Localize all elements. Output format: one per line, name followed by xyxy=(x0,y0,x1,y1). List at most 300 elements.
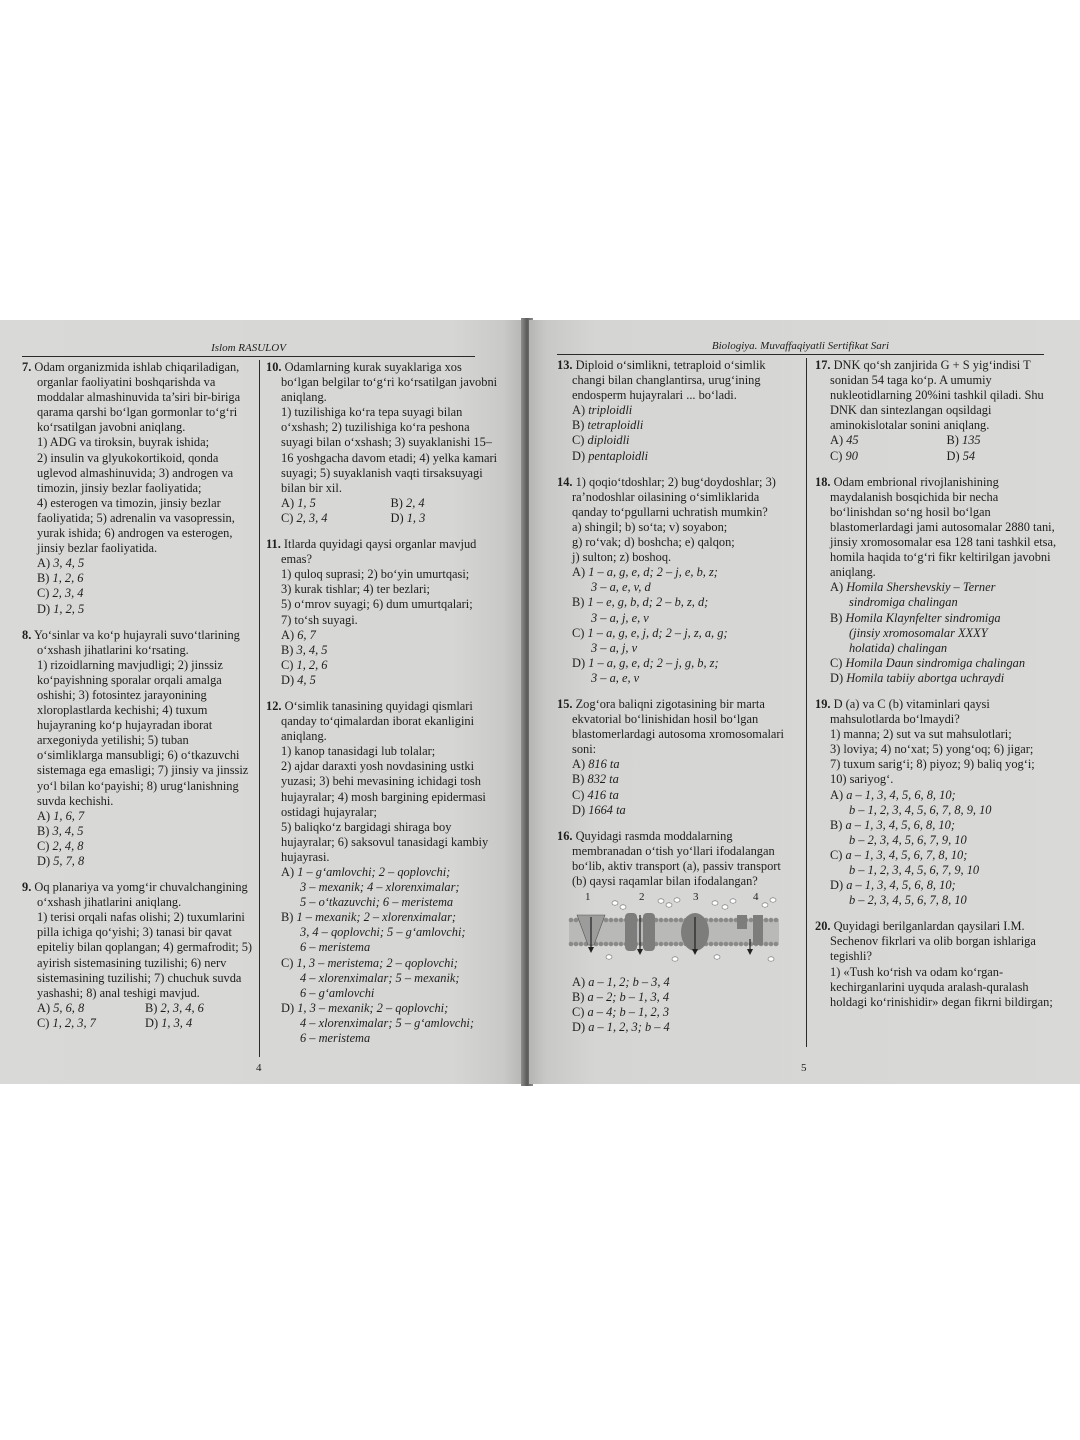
answer-option xyxy=(22,809,253,824)
answer-option-continued xyxy=(266,895,500,910)
option-letter: C) xyxy=(281,955,294,970)
question-stem xyxy=(22,628,253,658)
option-letter: D) xyxy=(390,510,404,525)
molecule xyxy=(762,903,768,907)
answer-option xyxy=(830,433,947,448)
figure-label-1: 1 xyxy=(585,891,591,904)
answer-option-continued xyxy=(815,595,1063,610)
question-text: D (a) va C (b) vitaminlari qaysi mahsulotlarda bo‘lmaydi? xyxy=(830,696,990,727)
question-item-line: 1) terisi orqali nafas olishi; 2) tuxumlarini pilla ichiga qo‘yishi; 3) tanasi bir qavat epiteliy bilan qoplangan; 4) germafrodit; 5) ayirish sistemasining tuzilishi; 6) nerv sistemasining tuzilishi; 7) chuchuk suvda yashashi; 8) anal teshigi mavjud. xyxy=(37,910,253,1000)
question-item-line: 1) ADG va tiroksin, buyrak ishida; xyxy=(37,435,210,450)
right-column-2 xyxy=(807,358,1063,1047)
option-letter: D) xyxy=(281,1000,295,1015)
option-value-line: 3 – mexanik; 4 – xlorenximalar; xyxy=(300,880,460,895)
option-letter: D) xyxy=(830,878,844,893)
question-text: O‘simlik tanasining quyidagi qismlari qanday to‘qimalardan iborat ekanligini aniqlang. xyxy=(281,698,475,744)
answer-option xyxy=(557,403,798,418)
option-letter: B) xyxy=(37,823,50,838)
option-value: 1 – a, g, e, d; 2 – j, e, b, z; xyxy=(588,565,718,580)
molecule xyxy=(712,901,718,905)
option-value: 6, 7 xyxy=(297,627,316,642)
question-stem xyxy=(557,829,798,889)
molecule xyxy=(612,901,618,905)
question-text: Diploid o‘simlikni, tetraploid o‘simlik changi bilan changlantirsa, urug‘ining endosperm hujayralari ... bo‘ladi. xyxy=(572,358,766,403)
answer-option-continued xyxy=(557,611,798,626)
answer-option xyxy=(947,433,1064,448)
question-item-line: 3) kurak tishlar; 4) ter bezlari; xyxy=(281,582,430,597)
question-item-line: 1) «Tush ko‘rish va odam ko‘rgan-kechirganlarini uyquda aralash-quralash holdagi ko‘rinishidir» degan fikrni bildirgan; xyxy=(830,964,1053,1009)
option-value: 1 – a, g, e, j, d; 2 – j, z, a, g; xyxy=(587,625,728,640)
answer-option xyxy=(557,656,798,671)
option-value: 816 ta xyxy=(588,757,620,772)
answer-option xyxy=(815,878,1063,893)
question-number: 11. xyxy=(266,537,281,552)
option-letter: D) xyxy=(572,1020,586,1035)
option-value-line: b – 2, 3, 4, 5, 6, 7, 8, 10 xyxy=(849,893,967,908)
option-letter: A) xyxy=(830,787,844,802)
question-text: Oq planariya va yomg‘ir chuvalchangining o‘xshash jihatlarini aniqlang. xyxy=(34,880,248,910)
left-column-1 xyxy=(22,360,260,1057)
option-value: 1, 3 – mexanik; 2 – qoplovchi; xyxy=(297,1000,449,1015)
question-number: 20. xyxy=(815,919,831,934)
option-value: 5, 6, 8 xyxy=(53,1000,85,1015)
answer-option xyxy=(391,511,501,526)
option-value: 1 – a, g, e, d; 2 – j, g, b, z; xyxy=(588,655,719,670)
option-value: 2, 4, 8 xyxy=(52,838,84,853)
option-letter: D) xyxy=(37,601,51,616)
option-letter: D) xyxy=(37,854,51,868)
answer-option-continued xyxy=(266,1016,500,1031)
option-value: Homila Shershevskiy – Terner xyxy=(846,580,996,595)
option-value: a – 1, 3, 4, 5, 6, 7, 8, 10; xyxy=(845,847,968,862)
option-value-line: 3 – a, j, v xyxy=(591,640,638,655)
answer-option xyxy=(557,803,798,818)
question-item-line: a) shingil; b) so‘ta; v) soyabon; xyxy=(572,519,728,534)
option-letter: D) xyxy=(572,448,586,463)
option-value: triploidli xyxy=(588,403,633,418)
option-letter: B) xyxy=(572,595,585,610)
question-number: 10. xyxy=(266,360,282,374)
question-stem xyxy=(815,475,1063,581)
question-stem xyxy=(266,537,500,567)
question xyxy=(266,360,500,526)
option-value: 1 – mexanik; 2 – xlorenximalar; xyxy=(296,910,457,925)
answer-option xyxy=(391,496,501,511)
figure xyxy=(565,891,798,969)
answer-option xyxy=(815,580,1063,595)
question-item-line: 2) ajdar daraxti yosh novdasining ustki yuzasi; 3) behi mevasining ichidagi tosh hujayralar; 4) mosh bargining epidermasi ostidagi hujayralar; xyxy=(281,759,486,819)
option-value: 1, 5 xyxy=(297,495,316,510)
question-item-line: 1) kanop tanasidagi lub tolalar; xyxy=(281,744,436,759)
question-text: Zog‘ora baliqni zigotasining bir marta ekvatorial bo‘linishidan hosil bo‘lgan blastomerlardagi autosoma xromosomalari soni: xyxy=(572,696,784,757)
question xyxy=(557,697,798,818)
question-item-line: g) ro‘vak; d) boshcha; e) qalqon; xyxy=(572,535,735,550)
option-value: 1 – g‘amlovchi; 2 – qoplovchi; xyxy=(297,865,451,879)
option-letter: C) xyxy=(572,787,585,802)
option-value: 45 xyxy=(846,433,859,448)
option-letter: B) xyxy=(946,433,959,448)
option-value: a – 1, 3, 4, 5, 6, 8, 10; xyxy=(846,878,956,893)
option-letter: C) xyxy=(37,838,50,853)
page-number: 5 xyxy=(801,1062,807,1074)
answer-option-continued xyxy=(557,641,798,656)
answer-option xyxy=(266,658,500,673)
answer-option xyxy=(557,1020,798,1035)
question xyxy=(22,360,253,617)
answer-option-continued xyxy=(815,893,1063,908)
option-value: a – 1, 2, 3; b – 4 xyxy=(588,1020,670,1035)
question xyxy=(557,829,798,1036)
question-stem xyxy=(557,475,798,520)
question-stem xyxy=(815,919,1063,964)
option-value-line: 4 – xlorenximalar; 5 – mexanik; xyxy=(300,970,460,985)
figure-label-3: 3 xyxy=(693,891,699,904)
option-value: 1, 2, 3, 7 xyxy=(52,1015,96,1030)
option-value: 5, 7, 8 xyxy=(53,854,85,868)
option-value-line: sindromiga chalingan xyxy=(849,595,958,610)
answer-option xyxy=(830,449,947,464)
question-number: 8. xyxy=(22,627,32,642)
question-text: Odam embrional rivojlanishining maydalanish bosqichida bir necha bo‘linishdan so‘ng hosil bo‘lgan blastomerlardagi jami autosomalar 2880 tani, jinsiy xromosomalar esa 128 tani tashkil etsa, homila haqida to‘g‘ri fikr keltirilgan javobni aniqlang. xyxy=(830,474,1057,580)
option-value: a – 2; b – 1, 3, 4 xyxy=(587,990,670,1005)
option-letter: A) xyxy=(281,627,295,642)
answer-option-continued xyxy=(266,986,500,1001)
answer-option xyxy=(557,418,798,433)
question-text: Odamlarning kurak suyaklariga xos bo‘lgan belgilar to‘g‘ri ko‘rsatilgan javobni aniqlang. xyxy=(281,360,498,405)
answer-option-continued xyxy=(266,940,500,955)
option-letter: A) xyxy=(281,865,295,879)
question-stem xyxy=(22,360,253,435)
option-letter: B) xyxy=(572,418,585,433)
question-item-line: 4) esterogen va timozin, jinsiy bezlar faoliyatida; 5) adrenalin va vasopressin, yurak ishida; 6) androgen va esterogen, jinsiy bezlar faoliyatida. xyxy=(37,495,235,556)
left-page xyxy=(0,320,525,1084)
answer-option xyxy=(557,975,798,990)
option-letter: A) xyxy=(572,757,586,772)
question-item-line: 7) to‘sh suyagi. xyxy=(281,612,358,627)
question-stem xyxy=(266,699,500,744)
option-letter: B) xyxy=(390,495,403,510)
option-letter: D) xyxy=(946,448,960,463)
option-letter: A) xyxy=(830,433,844,448)
answer-option xyxy=(557,449,798,464)
question-item-line: 5) o‘mrov suyagi; 6) dum umurtqalari; xyxy=(281,597,473,612)
option-value-line: 3 – a, e, v xyxy=(591,670,640,685)
option-value: a – 1, 3, 4, 5, 6, 8, 10; xyxy=(846,787,956,802)
option-value: 416 ta xyxy=(587,787,619,802)
molecule xyxy=(770,898,776,902)
option-value: 90 xyxy=(845,448,858,463)
answer-option xyxy=(37,1001,145,1016)
question-item-line: 1) quloq suprasi; 2) bo‘yin umurtqasi; xyxy=(281,567,470,582)
answer-option xyxy=(947,449,1064,464)
option-letter: D) xyxy=(830,670,844,685)
option-value: 135 xyxy=(962,433,981,448)
option-letter: A) xyxy=(572,565,586,580)
answer-option xyxy=(557,565,798,580)
molecule xyxy=(672,957,678,961)
option-value: 2, 4 xyxy=(406,495,425,510)
answer-option xyxy=(815,818,1063,833)
option-value-line: 4 – xlorenximalar; 5 – g‘amlovchi; xyxy=(300,1015,475,1030)
option-letter: A) xyxy=(37,808,51,823)
option-value: 832 ta xyxy=(587,772,619,787)
answer-option xyxy=(145,1001,253,1016)
answer-option xyxy=(557,1005,798,1020)
page-number: 4 xyxy=(256,1062,262,1074)
molecule xyxy=(666,903,672,907)
answer-options-grid xyxy=(22,1001,253,1031)
answer-option xyxy=(22,602,253,617)
option-value-line: 5 – o‘tkazuvchi; 6 – meristema xyxy=(300,895,454,910)
answer-option xyxy=(22,854,253,869)
option-letter: C) xyxy=(281,657,294,672)
option-letter: B) xyxy=(281,910,294,925)
answer-options-grid xyxy=(266,496,500,526)
question-number: 7. xyxy=(22,360,32,374)
option-value: 3, 4, 5 xyxy=(52,823,84,838)
running-head: Biologiya. Muvaffaqiyatli Sertifikat Sari xyxy=(557,340,1044,355)
question-item-line: 3) loviya; 4) no‘xat; 5) yong‘oq; 6) jigar; xyxy=(830,742,1034,757)
answer-option xyxy=(22,839,253,854)
answer-option-continued xyxy=(815,863,1063,878)
option-value-line: b – 1, 2, 3, 4, 5, 6, 7, 8, 9, 10 xyxy=(849,802,992,817)
option-letter: D) xyxy=(145,1015,159,1030)
answer-option xyxy=(37,1016,145,1031)
question-text: Yo‘sinlar va ko‘p hujayrali suvo‘tlarining o‘xshash jihatlarini ko‘rsating. xyxy=(33,627,240,657)
answer-option xyxy=(281,496,391,511)
running-head: Islom RASULOV xyxy=(22,342,475,357)
question-number: 12. xyxy=(266,698,282,713)
option-letter: B) xyxy=(572,990,585,1005)
right-column-1 xyxy=(557,358,807,1047)
question-text: 1) qoqio‘tdoshlar; 2) bug‘doydoshlar; 3) ra’nodoshlar oilasining o‘simliklarida qanday to‘pgullarni uchratish mumkin? xyxy=(572,474,776,519)
option-value: a – 1, 3, 4, 5, 6, 8, 10; xyxy=(845,817,955,832)
option-letter: D) xyxy=(572,655,586,670)
question-number: 9. xyxy=(22,880,32,895)
molecule xyxy=(768,957,774,961)
option-value: pentaploidli xyxy=(588,448,649,463)
option-value: 3, 4, 5 xyxy=(53,556,85,571)
answer-option xyxy=(815,656,1063,671)
molecule xyxy=(674,898,680,902)
question-text: Odam organizmida ishlab chiqariladigan, organlar faoliyatini boshqarishda va moddalar almashinuvida ta’siri bir-biriga qarama qarshi bo‘lgan gormonlar to‘g‘ri ko‘rsatilgan javobni aniqlang. xyxy=(34,360,241,435)
answer-option xyxy=(815,671,1063,686)
channel-protein-left xyxy=(625,913,637,951)
option-letter: C) xyxy=(572,1005,585,1020)
answer-option-continued xyxy=(557,671,798,686)
question-number: 14. xyxy=(557,474,573,489)
answer-option xyxy=(557,595,798,610)
question-item-line: 1) rizoidlarning mavjudligi; 2) jinssiz ko‘payishning sporalar orqali amalga oshishi; 3) fotosintez jarayonining xloroplastlarda kechishi; 4) tuxum hujayraning ko‘p hujayradan iborat arxegoniyda yetilishi; 5) tuban o‘simliklarga mansubligi; 6) o‘tkazuvchi sistemaga ega emasligi; 7) jinsiy va jinssiz yo‘l bilan ko‘payishi; 8) urug‘lanishning suvda kechishi. xyxy=(37,657,249,808)
option-value-line: holatida) chalingan xyxy=(849,640,948,655)
option-letter: A) xyxy=(572,975,586,990)
question-number: 19. xyxy=(815,696,831,711)
answer-option xyxy=(266,865,500,880)
option-letter: B) xyxy=(37,571,50,586)
question-stem xyxy=(815,358,1063,433)
question xyxy=(557,358,798,464)
question-text: Quyidagi berilganlardan qaysilari I.M. Sechenov fikrlari va olib borgan ishlariga tegishli? xyxy=(830,919,1036,964)
molecule xyxy=(722,905,728,909)
answer-options-grid xyxy=(815,433,1063,463)
option-letter: C) xyxy=(37,586,50,601)
option-letter: C) xyxy=(830,655,843,670)
option-value-line: 3 – a, e, v, d xyxy=(591,580,651,595)
option-letter: B) xyxy=(572,772,585,787)
option-letter: A) xyxy=(37,1000,51,1015)
question-stem xyxy=(266,360,500,405)
question xyxy=(266,699,500,1046)
answer-option xyxy=(557,626,798,641)
option-letter: B) xyxy=(281,642,294,657)
option-letter: A) xyxy=(572,403,586,418)
option-letter: B) xyxy=(830,610,843,625)
option-value: 3, 4, 5 xyxy=(296,642,328,657)
question-item-line: j) sulton; z) boshoq. xyxy=(572,550,672,565)
question-text: Itlarda quyidagi qaysi organlar mavjud emas? xyxy=(281,537,477,567)
answer-option-continued xyxy=(266,1031,500,1046)
option-value-line: (jinsiy xromosomalar XXXY xyxy=(849,625,988,640)
question xyxy=(22,628,253,870)
question xyxy=(266,537,500,688)
answer-option xyxy=(266,673,500,688)
molecule xyxy=(730,899,736,903)
figure-label-4: 4 xyxy=(753,891,759,904)
option-letter: C) xyxy=(37,1015,50,1030)
question-item-line: 1) manna; 2) sut va sut mahsulotlari; xyxy=(830,727,1012,742)
option-value-line: 6 – meristema xyxy=(300,1031,371,1046)
question xyxy=(815,697,1063,908)
question-number: 16. xyxy=(557,828,573,843)
answer-option xyxy=(22,571,253,586)
option-letter: D) xyxy=(572,802,586,817)
question-stem xyxy=(815,697,1063,727)
option-value: 1664 ta xyxy=(588,802,626,817)
option-letter: B) xyxy=(830,817,843,832)
question-item-line: 5) baliqko‘z bargidagi shiraga boy hujayralar; 6) saksovul tanasidagi kambiy hujayrasi. xyxy=(281,819,489,864)
question-number: 17. xyxy=(815,358,831,372)
option-value-line: 3, 4 – qoplovchi; 5 – g‘amlovchi; xyxy=(300,925,466,940)
answer-option xyxy=(266,643,500,658)
answer-option-continued xyxy=(815,803,1063,818)
option-letter: C) xyxy=(830,448,843,463)
option-value: 1, 2, 5 xyxy=(53,601,85,616)
answer-option xyxy=(815,611,1063,626)
answer-option xyxy=(557,990,798,1005)
answer-option-continued xyxy=(266,925,500,940)
answer-option xyxy=(266,1001,500,1016)
option-value-line: 6 – meristema xyxy=(300,940,371,955)
question-stem xyxy=(557,697,798,757)
option-value: 1, 6, 7 xyxy=(53,808,85,823)
answer-option xyxy=(557,772,798,787)
answer-option xyxy=(22,824,253,839)
question-item-line: 7) tuxum sarig‘i; 8) piyoz; 9) baliq yog‘i; xyxy=(830,757,1035,772)
option-value-line: 3 – a, j, e, v xyxy=(591,610,649,625)
option-value: a – 1, 2; b – 3, 4 xyxy=(588,975,670,990)
membrane-transport-figure xyxy=(565,891,783,965)
option-letter: B) xyxy=(145,1000,158,1015)
answer-option-continued xyxy=(815,641,1063,656)
question-number: 18. xyxy=(815,474,831,489)
answer-option-continued xyxy=(815,833,1063,848)
question xyxy=(815,475,1063,686)
answer-option xyxy=(281,511,391,526)
option-value: Homila Daun sindromiga chalingan xyxy=(845,655,1026,670)
option-letter: A) xyxy=(830,580,844,595)
question-number: 15. xyxy=(557,696,573,711)
question-item-line: 10) sariyog‘. xyxy=(830,772,894,787)
right-page xyxy=(529,320,1080,1084)
option-letter: C) xyxy=(281,510,294,525)
answer-option xyxy=(22,556,253,571)
question-text: Quyidagi rasmda moddalarning membranadan o‘tish yo‘llari ifodalangan bo‘lib, aktiv transport (a), passiv transport (b) qaysi raqamlar bilan ifodalangan? xyxy=(572,828,781,888)
answer-option xyxy=(266,628,500,643)
question-stem xyxy=(22,880,253,910)
option-value-line: b – 2, 3, 4, 5, 6, 7, 9, 10 xyxy=(849,832,967,847)
option-value: diploidli xyxy=(587,433,630,448)
option-value: 54 xyxy=(962,448,976,463)
option-letter: C) xyxy=(572,433,585,448)
answer-option xyxy=(557,433,798,448)
answer-option xyxy=(557,757,798,772)
question-item-line: 2) insulin va glyukokortikoid, qonda uglevod almashinuvida; 3) androgen va timozin, jinsiy bezlar faoliyatida; xyxy=(37,450,234,495)
question-stem xyxy=(557,358,798,403)
option-value-line: b – 1, 2, 3, 4, 5, 6, 7, 9, 10 xyxy=(849,863,980,877)
option-value: a – 4; b – 1, 2, 3 xyxy=(587,1005,670,1020)
left-column-2 xyxy=(260,360,500,1057)
option-value: 1, 2, 6 xyxy=(52,571,84,586)
option-value: Homila Klaynfelter sindromiga xyxy=(845,610,1001,625)
option-value: tetraploidli xyxy=(587,418,644,433)
option-value: 4, 5 xyxy=(297,672,316,687)
option-letter: C) xyxy=(572,625,585,640)
option-letter: A) xyxy=(281,495,295,510)
molecule xyxy=(606,955,612,959)
answer-option xyxy=(266,910,500,925)
question-number: 13. xyxy=(557,358,573,372)
option-value-line: 6 – g‘amlovchi xyxy=(300,985,375,1000)
option-letter: C) xyxy=(830,847,843,862)
option-letter: A) xyxy=(37,556,51,571)
answer-option-continued xyxy=(266,971,500,986)
question-item-line: 1) tuzilishiga ko‘ra tepa suyagi bilan o‘xshash; 2) tuzilishiga ko‘ra peshona suyagi bilan o‘xshash; 3) suyaklanishi 15–16 yoshgacha davom etadi; 4) yelka kamari suyagi; 5) suyaklanish vaqti tirsaksuyagi bilan bir xil. xyxy=(281,405,498,495)
option-value: 2, 3, 4 xyxy=(296,510,328,525)
figure-label-2: 2 xyxy=(639,891,645,904)
option-value: 1 – e, g, b, d; 2 – b, z, d; xyxy=(587,595,709,610)
question xyxy=(815,919,1063,1010)
answer-option xyxy=(815,788,1063,803)
option-value: 1, 3, 4 xyxy=(161,1015,193,1030)
answer-option xyxy=(815,848,1063,863)
answer-option xyxy=(266,956,500,971)
answer-option-continued xyxy=(266,880,500,895)
option-value: 1, 3 – meristema; 2 – qoplovchi; xyxy=(296,955,458,970)
answer-option xyxy=(557,788,798,803)
option-value: Homila tabiiy abortga uchraydi xyxy=(846,670,1005,685)
molecule xyxy=(714,955,720,959)
option-value: 2, 3, 4 xyxy=(52,586,84,601)
question xyxy=(557,475,798,686)
answer-option xyxy=(145,1016,253,1031)
question xyxy=(22,880,253,1031)
answer-option-continued xyxy=(557,580,798,595)
answer-option xyxy=(22,586,253,601)
answer-option-continued xyxy=(815,626,1063,641)
question-text: DNK qo‘sh zanjirida G + S yig‘indisi T sonidan 54 taga ko‘p. A umumiy nukleotidlarning 20%ini tashkil qiladi. Shu DNK dan sintezlangan oqsildagi aminokislotalar sonini aniqlang. xyxy=(830,358,1044,433)
option-value: 1, 2, 6 xyxy=(296,657,328,672)
molecule xyxy=(620,905,626,909)
